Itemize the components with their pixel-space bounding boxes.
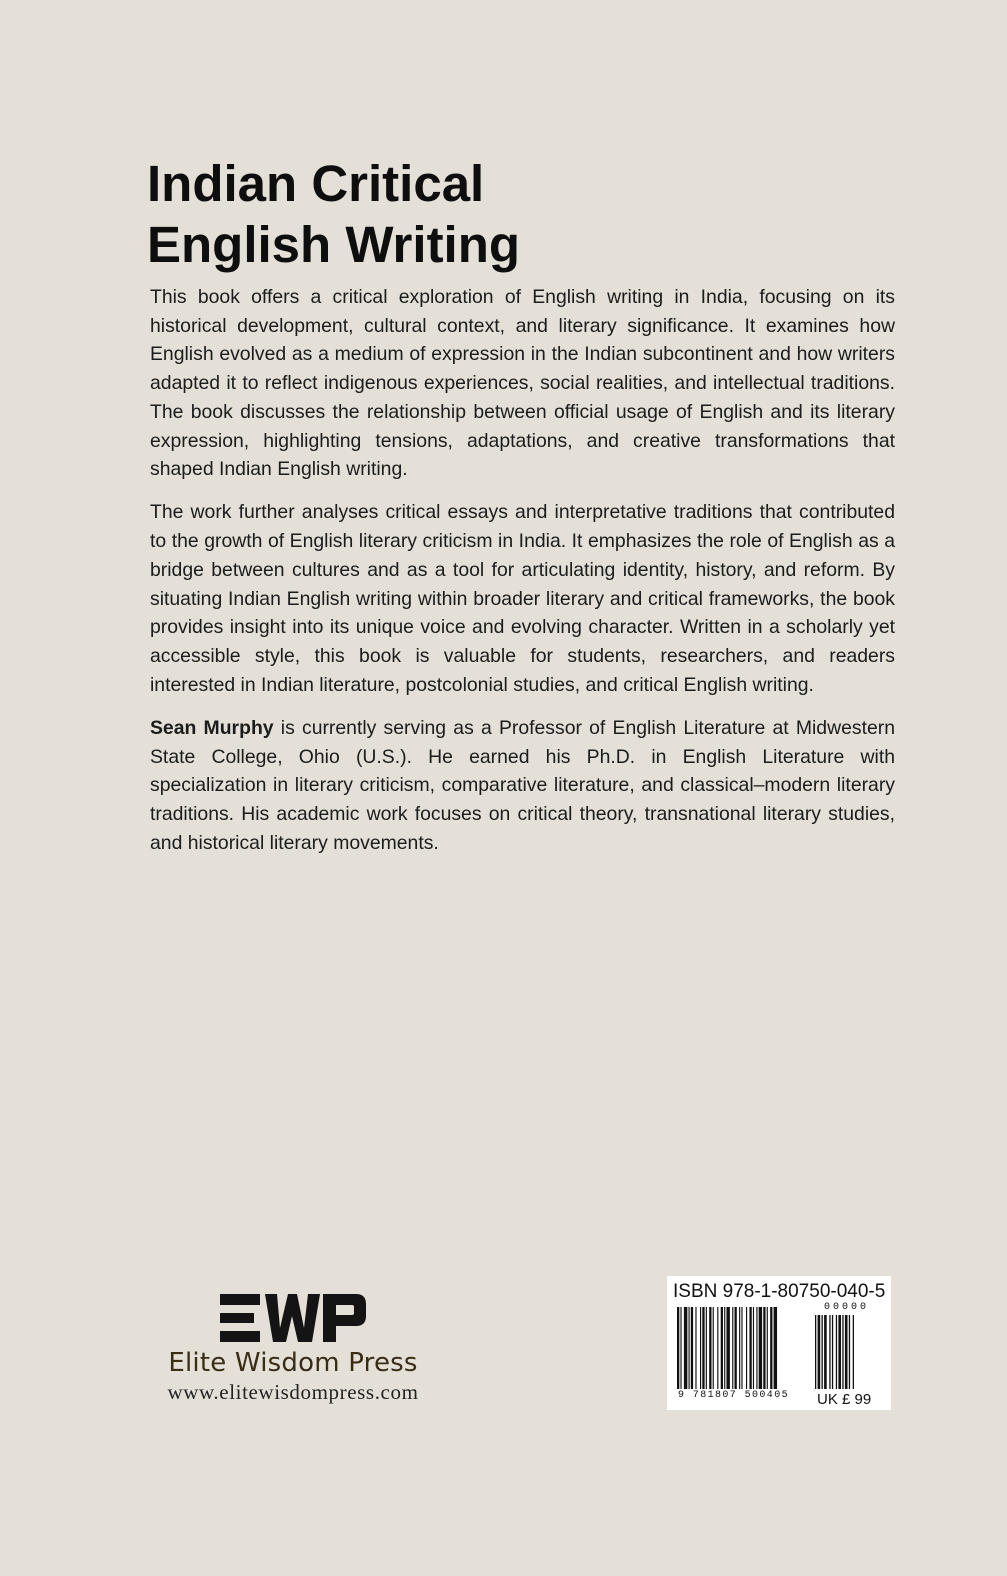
publisher-block [148,1290,438,1405]
publisher-url: www.elitewisdompress.com [167,1380,419,1404]
publisher-logo [218,1290,368,1344]
barcode-main-digits: 9 781807 500405 [678,1390,790,1401]
isbn-label: ISBN 978-1-80750-040-5 [673,1281,886,1302]
publisher-name: Elite Wisdom Press [168,1348,418,1378]
author-bio [150,714,895,858]
isbn-barcode [667,1276,891,1410]
author-name: Sean Murphy [150,716,274,739]
barcode-addon-digits: 00000 [824,1302,870,1313]
book-description [150,283,895,872]
book-title [147,153,907,275]
author-bio-text: is currently serving as a Professor of English Literature at Midwestern State College, Ohio (U.S.). He earned his Ph.D. in English Literature with specialization in literary criticism, comparative literature, and classical–modern literary traditions. His academic work focuses on critical theory, transnational literary studies, and historical literary movements. [150,716,895,854]
description-paragraph-1: This book offers a critical exploration of English writing in India, focusing on its historical development, cultural context, and literary significance. It examines how English evolved as a medium of expression in the Indian subcontinent and how writers adapted it to reflect indigenous experiences, social realities, and intellectual traditions. The book discusses the relationship between official usage of English and its literary expression, highlighting tensions, adaptations, and creative transformations that shaped Indian English writing. [150,286,895,481]
description-paragraph-2: The work further analyses critical essays and interpretative traditions that contributed to the growth of English literary criticism in India. It emphasizes the role of English as a bridge between cultures and as a tool for articulating identity, history, and reform. By situating Indian English writing within broader literary and critical frameworks, the book provides insight into its unique voice and evolving character. Written in a scholarly yet accessible style, this book is valuable for students, researchers, and readers interested in Indian literature, postcolonial studies, and critical English writing. [150,501,895,696]
price-label: UK £ 99 [817,1391,872,1408]
book-title-line-1: Indian Critical [147,155,485,212]
book-title-line-2: English Writing [147,216,521,273]
